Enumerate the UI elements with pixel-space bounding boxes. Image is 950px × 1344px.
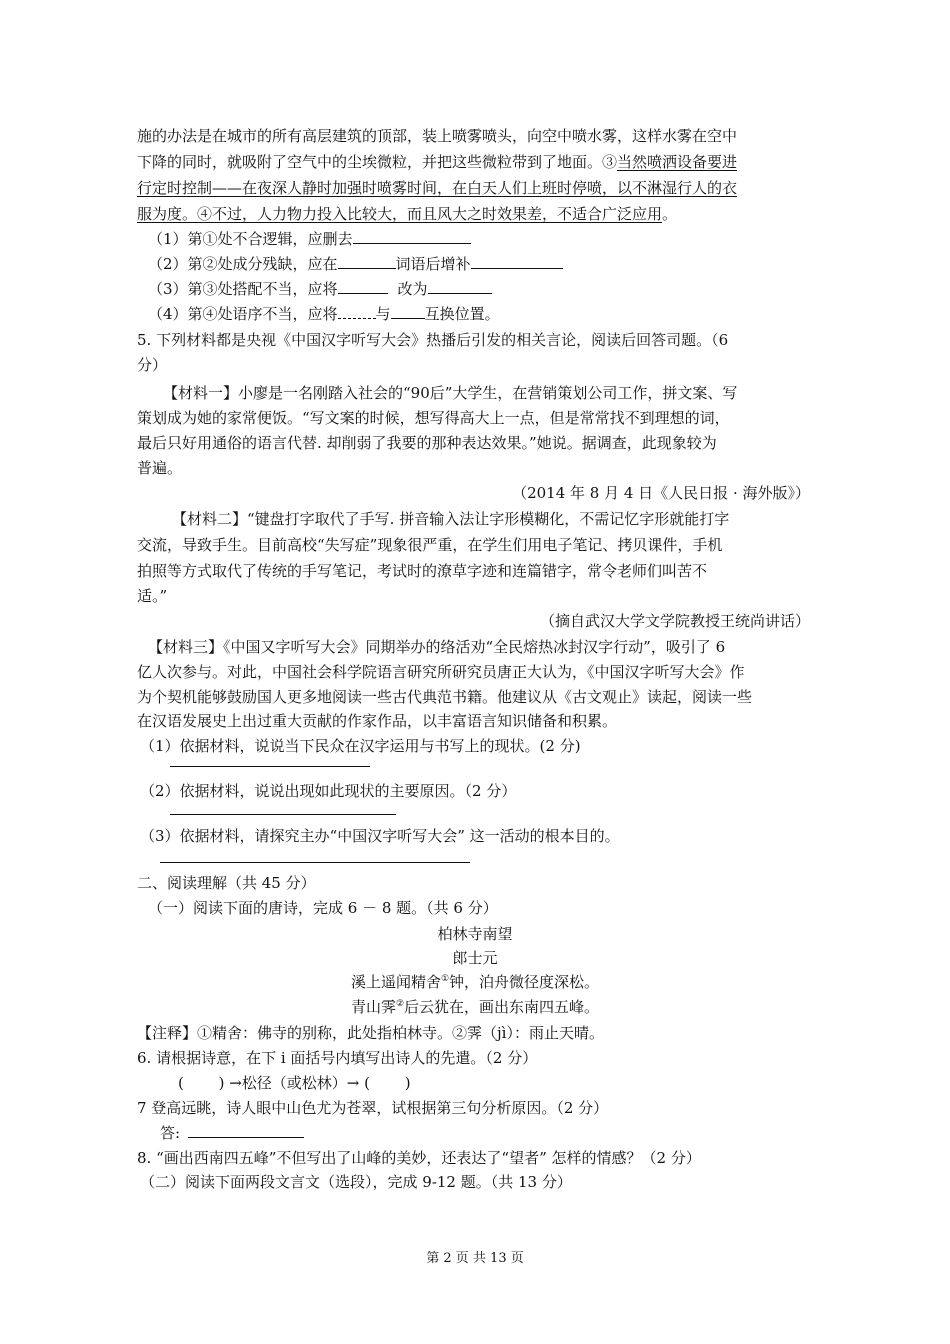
material-1: 最后只好用通俗的语言代替. 却削弱了我要的那种表达效果。”她说。据调查，此现象较为 xyxy=(137,434,717,452)
material-1: 普遍。 xyxy=(137,459,183,477)
answer-blank[interactable] xyxy=(338,254,396,269)
material-3: 为个契机能够鼓励国人更多地阅读一些古代典范书籍。他建议从《古文观止》读起，阅读一些 xyxy=(137,688,753,706)
part-heading: （一）阅读下面的唐诗，完成 6 － 8 题。（共 6 分） xyxy=(148,899,498,917)
answer-blank[interactable] xyxy=(353,229,471,244)
answer-blank[interactable] xyxy=(188,1123,304,1138)
material-3: 【材料三】《中国又字听写大会》同期举办的络活劝“全民熔热冰封汉字行动”，吸引了 6 xyxy=(148,638,726,656)
answer-line[interactable] xyxy=(170,814,396,815)
underlined-sentence: 当然喷洒设备要进 xyxy=(617,153,738,171)
question-7: 7 登高远眺，诗人眼中山色尤为苍翠，试根据第三句分析原因。（2 分） xyxy=(137,1099,609,1117)
answer-blank[interactable] xyxy=(338,304,376,319)
passage-line: 施的办法是在城市的所有高层建筑的顶部，装上喷雾喷头，向空中喷水雾，这样水雾在空中 xyxy=(137,127,738,145)
q4-sub4: （4）第④处语序不当，应将 与 互换位置。 xyxy=(148,305,500,323)
poem-author: 郎士元 xyxy=(452,949,498,967)
q4-sub1: （1）第①处不合逻辑，应删去 xyxy=(148,229,471,249)
question-6: 6. 请根据诗意，在下 i 面括号内填写出诗人的先遣。（2 分） xyxy=(137,1049,538,1067)
q5-sub3: （3）依据材料，请探究主办“中国汉字听写大会” 这一活动的根本目的。 xyxy=(140,827,620,845)
q5-title: 5. 下列材料都是央视《中国汉字听写大会》热播后引发的相关言论，阅读后回答司题。（6 xyxy=(137,331,729,349)
q5-sub1: （1）依据材料，说说当下民众在汉字运用与书写上的现状。(2 分) xyxy=(140,737,581,755)
q4-sub2: （2）第②处成分残缺，应在 词语后增补 xyxy=(148,254,563,274)
material-2: 拍照等方式取代了传统的手写笔记，考试时的潦草字迹和连篇错字，常令老师们叫苦不 xyxy=(137,562,708,580)
answer-blank[interactable] xyxy=(391,304,425,319)
section-heading: 二、阅读理解（共 45 分） xyxy=(137,874,316,892)
passage-line: 下降的同时，就吸附了空气中的尘埃微粒，并把这些微粒带到了地面。③当然喷洒设备要进 xyxy=(137,153,738,171)
q5-sub2: （2）依据材料，说说出现如此现状的主要原因。（2 分） xyxy=(140,782,517,800)
answer-blank[interactable] xyxy=(338,279,388,294)
q4-sub3: （3）第③处搭配不当，应将 改为 xyxy=(148,279,492,299)
part-heading: （二）阅读下面两段文言文（选段），完成 9-12 题。（共 13 分） xyxy=(140,1173,572,1191)
answer-blank[interactable] xyxy=(428,279,492,294)
material-1-source: （2014 年 8 月 4 日《人民日报 · 海外版》） xyxy=(512,484,810,502)
annotation: 【注释】①精舍：佛寺的别称，此处指柏林寺。②霁（jì）：雨止天晴。 xyxy=(137,1024,604,1042)
poem-title: 柏林寺南望 xyxy=(437,925,513,943)
q7-answer: 答: xyxy=(160,1123,304,1143)
question-8: 8. “画出西南四五峰”不但写出了山峰的美妙，还表达了“望者” 怎样的情感？（2 分） xyxy=(137,1149,701,1167)
answer-line[interactable] xyxy=(160,862,470,863)
material-2: 【材料二】“键盘打字取代了手写. 拼音输入法让字形模糊化，不需记忆字形就能打字 xyxy=(172,510,730,528)
answer-blank[interactable] xyxy=(471,254,563,269)
material-1: 【材料一】小廖是一名刚踏入社会的“90后”大学生，在营销策划公司工作，拼文案、写 xyxy=(163,384,738,402)
material-1: 策划成为她的家常便饭。“写文案的时候，想写得高大上一点，但是常常找不到理想的词， xyxy=(137,409,730,427)
poem-line: 溪上遥闻精舍①钟，泊舟微径度深松。 xyxy=(350,973,600,991)
material-3: 在汉语发展史上出过重大贡献的作家作品，以丰富语言知识储备和积累。 xyxy=(137,712,618,730)
underlined-sentence: 行定时控制——在夜深人静时加强时喷雾时间，在白天人们上班时停喷，以不淋湿行人的衣 xyxy=(137,179,738,197)
material-3: 亿人次参与。对此，中国社会科学院语言研究所研究员唐正大认为，《中国汉字听写大会》作 xyxy=(137,663,745,681)
answer-line[interactable] xyxy=(170,766,370,767)
page-footer: 第 2 页 共 13 页 xyxy=(426,1251,524,1266)
material-2-source: （摘自武汉大学文学院教授王统尚讲话） xyxy=(539,612,810,630)
underlined-sentence: 服为度。④不过，人力物力投入比较大，而且风大之时效果差，不适合广泛应用 xyxy=(137,205,663,223)
material-2: 交流，导致手生。目前高校“失写症”现象很严重，在学生们用电子笔记、拷贝课件，手机 xyxy=(137,536,723,554)
material-2: 适。” xyxy=(137,587,168,605)
q5-title: 分） xyxy=(137,356,168,374)
poem-line: 青山霁②后云犹在，画出东南四五峰。 xyxy=(350,998,600,1016)
q6-fill-in[interactable]: ( ) →松径（或松林）→ ( ) xyxy=(178,1074,411,1092)
passage-line: 服为度。④不过，人力物力投入比较大，而且风大之时效果差，不适合广泛应用。 xyxy=(137,205,678,223)
